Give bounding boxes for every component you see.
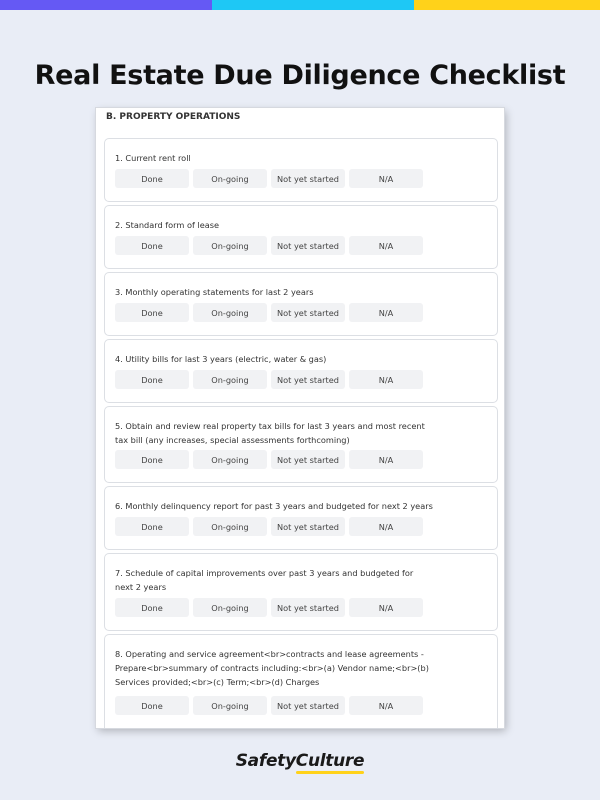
- checklist-question: 3. Monthly operating statements for last 2 years: [115, 287, 314, 297]
- na-button[interactable]: N/A: [349, 370, 423, 389]
- on-going-button[interactable]: On-going: [193, 303, 267, 322]
- na-button[interactable]: N/A: [349, 450, 423, 469]
- page-title: Real Estate Due Diligence Checklist: [34, 60, 566, 91]
- done-button[interactable]: Done: [115, 303, 189, 322]
- na-button[interactable]: N/A: [349, 236, 423, 255]
- response-options: [115, 370, 423, 389]
- checklist-sheet: [96, 108, 504, 728]
- checklist-item: [104, 138, 498, 202]
- logo-text-safety: Safety: [235, 751, 296, 771]
- not-yet-started-button[interactable]: Not yet started: [271, 169, 345, 188]
- response-options: [115, 517, 423, 536]
- na-button[interactable]: N/A: [349, 169, 423, 188]
- response-options: [115, 598, 423, 617]
- checklist-question: 4. Utility bills for last 3 years (electric, water & gas): [115, 354, 327, 364]
- logo-text-culture: Culture: [295, 751, 365, 771]
- top-color-bar: [0, 0, 600, 10]
- checklist-item: [104, 553, 498, 631]
- checklist-item: [104, 486, 498, 550]
- response-options: [115, 696, 423, 715]
- checklist-question: 1. Current rent roll: [115, 153, 191, 163]
- checklist-item: [104, 339, 498, 403]
- done-button[interactable]: Done: [115, 517, 189, 536]
- checklist-question: 7. Schedule of capital improvements over past 3 years and budgeted for next 2 years: [115, 568, 414, 592]
- section-title: B. PROPERTY OPERATIONS: [106, 112, 241, 122]
- on-going-button[interactable]: On-going: [193, 236, 267, 255]
- top-bar-segment-purple: [0, 0, 212, 10]
- checklist-item: [104, 272, 498, 336]
- na-button[interactable]: N/A: [349, 598, 423, 617]
- checklist-item: [104, 634, 498, 728]
- on-going-button[interactable]: On-going: [193, 696, 267, 715]
- checklist-question: 6. Monthly delinquency report for past 3 years and budgeted for next 2 years: [115, 501, 433, 511]
- checklist-question: 5. Obtain and review real property tax bills for last 3 years and most recent tax bill (any increases, special assessments forthcoming): [115, 421, 425, 445]
- response-options: [115, 236, 423, 255]
- response-options: [115, 169, 423, 188]
- response-options: [115, 303, 423, 322]
- on-going-button[interactable]: On-going: [193, 370, 267, 389]
- not-yet-started-button[interactable]: Not yet started: [271, 598, 345, 617]
- done-button[interactable]: Done: [115, 696, 189, 715]
- checklist-item: [104, 205, 498, 269]
- done-button[interactable]: Done: [115, 370, 189, 389]
- not-yet-started-button[interactable]: Not yet started: [271, 370, 345, 389]
- not-yet-started-button[interactable]: Not yet started: [271, 517, 345, 536]
- safetyculture-logo: [0, 751, 600, 771]
- not-yet-started-button[interactable]: Not yet started: [271, 450, 345, 469]
- na-button[interactable]: N/A: [349, 517, 423, 536]
- not-yet-started-button[interactable]: Not yet started: [271, 696, 345, 715]
- done-button[interactable]: Done: [115, 169, 189, 188]
- logo-underline: [296, 771, 364, 774]
- on-going-button[interactable]: On-going: [193, 598, 267, 617]
- not-yet-started-button[interactable]: Not yet started: [271, 303, 345, 322]
- top-bar-segment-yellow: [414, 0, 600, 10]
- done-button[interactable]: Done: [115, 598, 189, 617]
- on-going-button[interactable]: On-going: [193, 450, 267, 469]
- na-button[interactable]: N/A: [349, 303, 423, 322]
- na-button[interactable]: N/A: [349, 696, 423, 715]
- response-options: [115, 450, 423, 469]
- not-yet-started-button[interactable]: Not yet started: [271, 236, 345, 255]
- on-going-button[interactable]: On-going: [193, 517, 267, 536]
- checklist-item: [104, 406, 498, 483]
- top-bar-segment-blue: [212, 0, 414, 10]
- done-button[interactable]: Done: [115, 450, 189, 469]
- on-going-button[interactable]: On-going: [193, 169, 267, 188]
- done-button[interactable]: Done: [115, 236, 189, 255]
- checklist-question: 2. Standard form of lease: [115, 220, 220, 230]
- checklist-question: 8. Operating and service agreement<br>contracts and lease agreements - Prepare<br>summary of contracts including:<br>(a) Vendor name;<br>(b) Services provided;<br>(c) Term;<br>(d) Charges: [115, 649, 429, 687]
